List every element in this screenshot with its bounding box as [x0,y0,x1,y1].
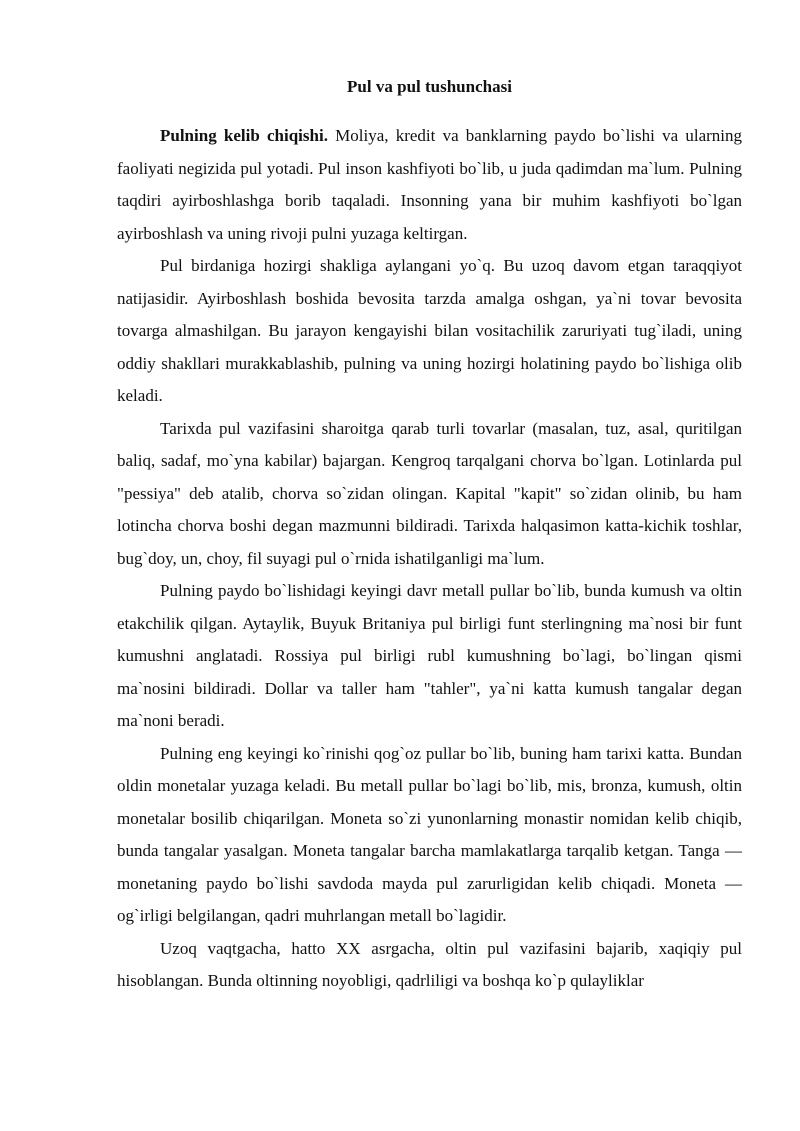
paragraph-text: Uzoq vaqtgacha, hatto XX asrgacha, oltin pul vazifasini bajarib, xaqiqiy pul hisoblangan. Bunda oltinning noyobligi, qadrliligi va boshqa ko`p qulayliklar [117,938,742,990]
paragraph-text: Tarixda pul vazifasini sharoitga qarab turli tovarlar (masalan, tuz, asal, quritilgan baliq, sadaf, mo`yna kabilar) bajargan. Kengroq tarqalgani chorva bo`lgan. Lotinlarda pul "pessiya" deb atalib, chorva so`zidan olingan. Kapital "kapit" so`zidan olinib, bu ham lotincha chorva boshi degan mazmunni bildiradi. Tarixda halqasimon katta-kichik toshlar, bug`doy, un, choy, fil suyagi pul o`rnida ishatilganligi ma`lum. [117,418,742,568]
paragraph-5 [117,738,742,933]
paragraph-3 [117,413,742,576]
paragraph-2 [117,250,742,413]
paragraph-text: Moliya, kredit va banklarning paydo bo`lishi va ularning faoliyati negizida pul yotadi. Pul inson kashfiyoti bo`lib, u juda qadimdan ma`lum. Pulning taqdiri ayirboshlashga borib taqaladi. Insonning yana bir muhim kashfiyoti bo`lgan ayirboshlash va uning rivoji pulni yuzaga keltirgan. [117,126,742,243]
paragraph-text: Pulning eng keyingi ko`rinishi qog`oz pullar bo`lib, buning ham tarixi katta. Bundan oldin monetalar yuzaga keladi. Bu metall pullar bo`lagi bo`lib, mis, bronza, kumush, oltin monetalar bosilib chiqarilgan. Moneta so`zi yunonlarning monastir nomidan kelib chiqib, bunda tangalar yasalgan. Moneta tangalar barcha mamlakatlarga tarqalib ketgan. Tanga — monetaning paydo bo`lishi savdoda mayda pul zarurligidan kelib chiqadi. Moneta — og`irligi belgilangan, qadri muhrlangan metall bo`lagidir. [117,743,742,925]
paragraph-lead: Pulning kelib chiqishi. [160,126,328,145]
paragraph-4 [117,575,742,738]
page-title: Pul va pul tushunchasi [347,77,512,96]
paragraph-text: Pul birdaniga hozirgi shakliga aylangani yo`q. Bu uzoq davom etgan taraqqiyot natijasidir. Ayirboshlash boshida bevosita tarzda amalga oshgan, ya`ni tovar bevosita tovarga almashilgan. Bu jarayon kengayishi bilan vositachilik zaruriyati tug`iladi, uning oddiy shakllari murakkablashib, pulning va uning hozirgi holatining paydo bo`lishiga olib keladi. [117,256,742,405]
document-body [117,120,742,998]
paragraph-text: Pulning paydo bo`lishidagi keyingi davr metall pullar bo`lib, bunda kumush va oltin etakchilik qilgan. Aytaylik, Buyuk Britaniya pul birligi funt sterlingning ma`nosi bir funt kumushni anglatadi. Rossiya pul birligi rubl kumushning bo`lagi, bo`lingan qismi ma`nosini bildiradi. Dollar va taller ham "tahler", ya`ni katta kumush tangalar degan ma`noni beradi. [117,581,742,730]
paragraph-1 [117,120,742,250]
paragraph-6 [117,933,742,998]
